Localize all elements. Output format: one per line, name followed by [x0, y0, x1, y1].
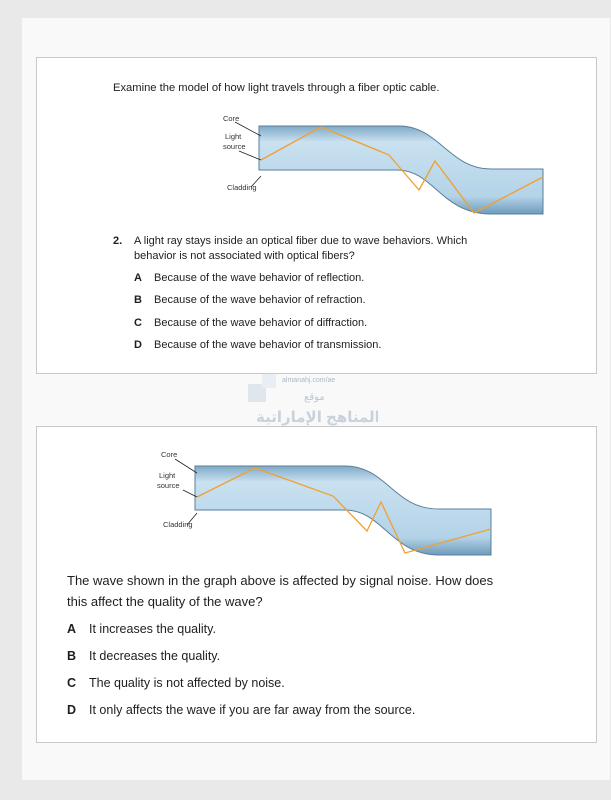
question-1-option-a[interactable]: [134, 272, 364, 284]
watermark-arabic-large: المناهج الإماراتية: [256, 409, 378, 426]
option-letter: A: [67, 622, 77, 636]
label-cladding: Cladding: [163, 520, 193, 529]
option-letter: D: [134, 339, 142, 351]
watermark: [248, 372, 378, 428]
label-light: Light: [225, 132, 242, 141]
question-1-option-d[interactable]: [134, 339, 381, 351]
label-core: Core: [223, 114, 240, 123]
option-letter: C: [67, 676, 77, 690]
option-letter: B: [67, 649, 77, 663]
option-text: The quality is not affected by noise.: [89, 676, 285, 690]
question-2-option-d[interactable]: [67, 703, 415, 717]
question-1-stem-line2: behavior is not associated with optical fibers?: [134, 250, 355, 262]
option-text: Because of the wave behavior of transmission.: [154, 339, 382, 351]
option-letter: A: [134, 272, 142, 284]
leader-source: [239, 151, 261, 160]
question-2-stem-line2: this affect the quality of the wave?: [67, 594, 263, 609]
watermark-logo: [248, 372, 378, 428]
option-text: It increases the quality.: [89, 622, 216, 636]
leader-core: [175, 459, 197, 473]
option-text: It only affects the wave if you are far away from the source.: [89, 703, 416, 717]
question-1-option-c[interactable]: [134, 317, 367, 329]
option-text: Because of the wave behavior of diffraction.: [154, 317, 368, 329]
label-light: Light: [159, 471, 176, 480]
option-text: Because of the wave behavior of refraction.: [154, 294, 366, 306]
option-letter: D: [67, 703, 77, 717]
option-letter: C: [134, 317, 142, 329]
fiber-optic-diagram-1: [209, 108, 549, 220]
question-2-stem-line1: The wave shown in the graph above is affected by signal noise. How does: [67, 573, 494, 588]
question-card-2: [36, 426, 597, 743]
question-1-number: 2.: [113, 235, 123, 247]
label-source: source: [223, 142, 246, 151]
watermark-url: almanahj.com/ae: [282, 377, 336, 384]
label-cladding: Cladding: [227, 183, 257, 192]
watermark-arabic-small: موقع: [304, 392, 325, 403]
question-2-option-c[interactable]: [67, 676, 285, 690]
label-core: Core: [161, 450, 178, 459]
fiber-core: [259, 126, 543, 214]
question-1-stem-line1: A light ray stays inside an optical fiber due to wave behaviors. Which: [134, 235, 468, 247]
question-2-option-a[interactable]: [67, 622, 216, 636]
fiber-optic-diagram-2: [155, 449, 535, 561]
option-letter: B: [134, 294, 142, 306]
question-1-intro: Examine the model of how light travels through a fiber optic cable.: [113, 82, 440, 94]
question-1-option-b[interactable]: [134, 294, 366, 306]
option-text: It decreases the quality.: [89, 649, 221, 663]
option-text: Because of the wave behavior of reflection.: [154, 272, 365, 284]
label-source: source: [157, 481, 180, 490]
question-card-1: [36, 57, 597, 374]
question-2-option-b[interactable]: [67, 649, 220, 663]
